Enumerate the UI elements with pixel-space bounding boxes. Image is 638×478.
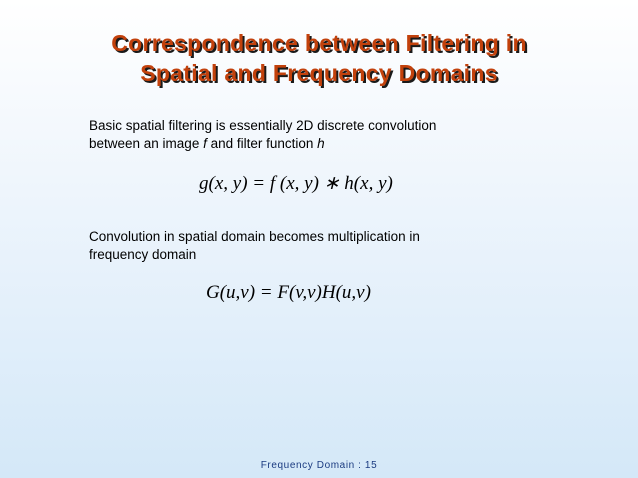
paragraph-line: frequency domain [89, 247, 197, 262]
slide-title [0, 28, 638, 88]
text-segment: between an image [89, 136, 204, 151]
text-segment: and filter function [206, 136, 318, 151]
slide-title-line-2: Spatial and Frequency Domains [140, 60, 498, 86]
paragraph-convolution [89, 228, 420, 264]
variable-f: f [203, 136, 207, 151]
variable-h: h [317, 136, 325, 151]
paragraph-spatial-filtering [89, 117, 436, 153]
equation-multiplication: G(u,v) = F(v,v)H(u,v) [206, 282, 371, 303]
paragraph-line [89, 135, 436, 153]
slide-title-line-1: Correspondence between Filtering in [111, 30, 527, 56]
equation-convolution: g(x, y) = f (x, y) ∗ h(x, y) [199, 173, 393, 194]
paragraph-line: Convolution in spatial domain becomes multiplication in [89, 229, 420, 244]
paragraph-line: Basic spatial filtering is essentially 2D discrete convolution [89, 118, 437, 133]
slide-footer: Frequency Domain : 15 [260, 460, 378, 471]
